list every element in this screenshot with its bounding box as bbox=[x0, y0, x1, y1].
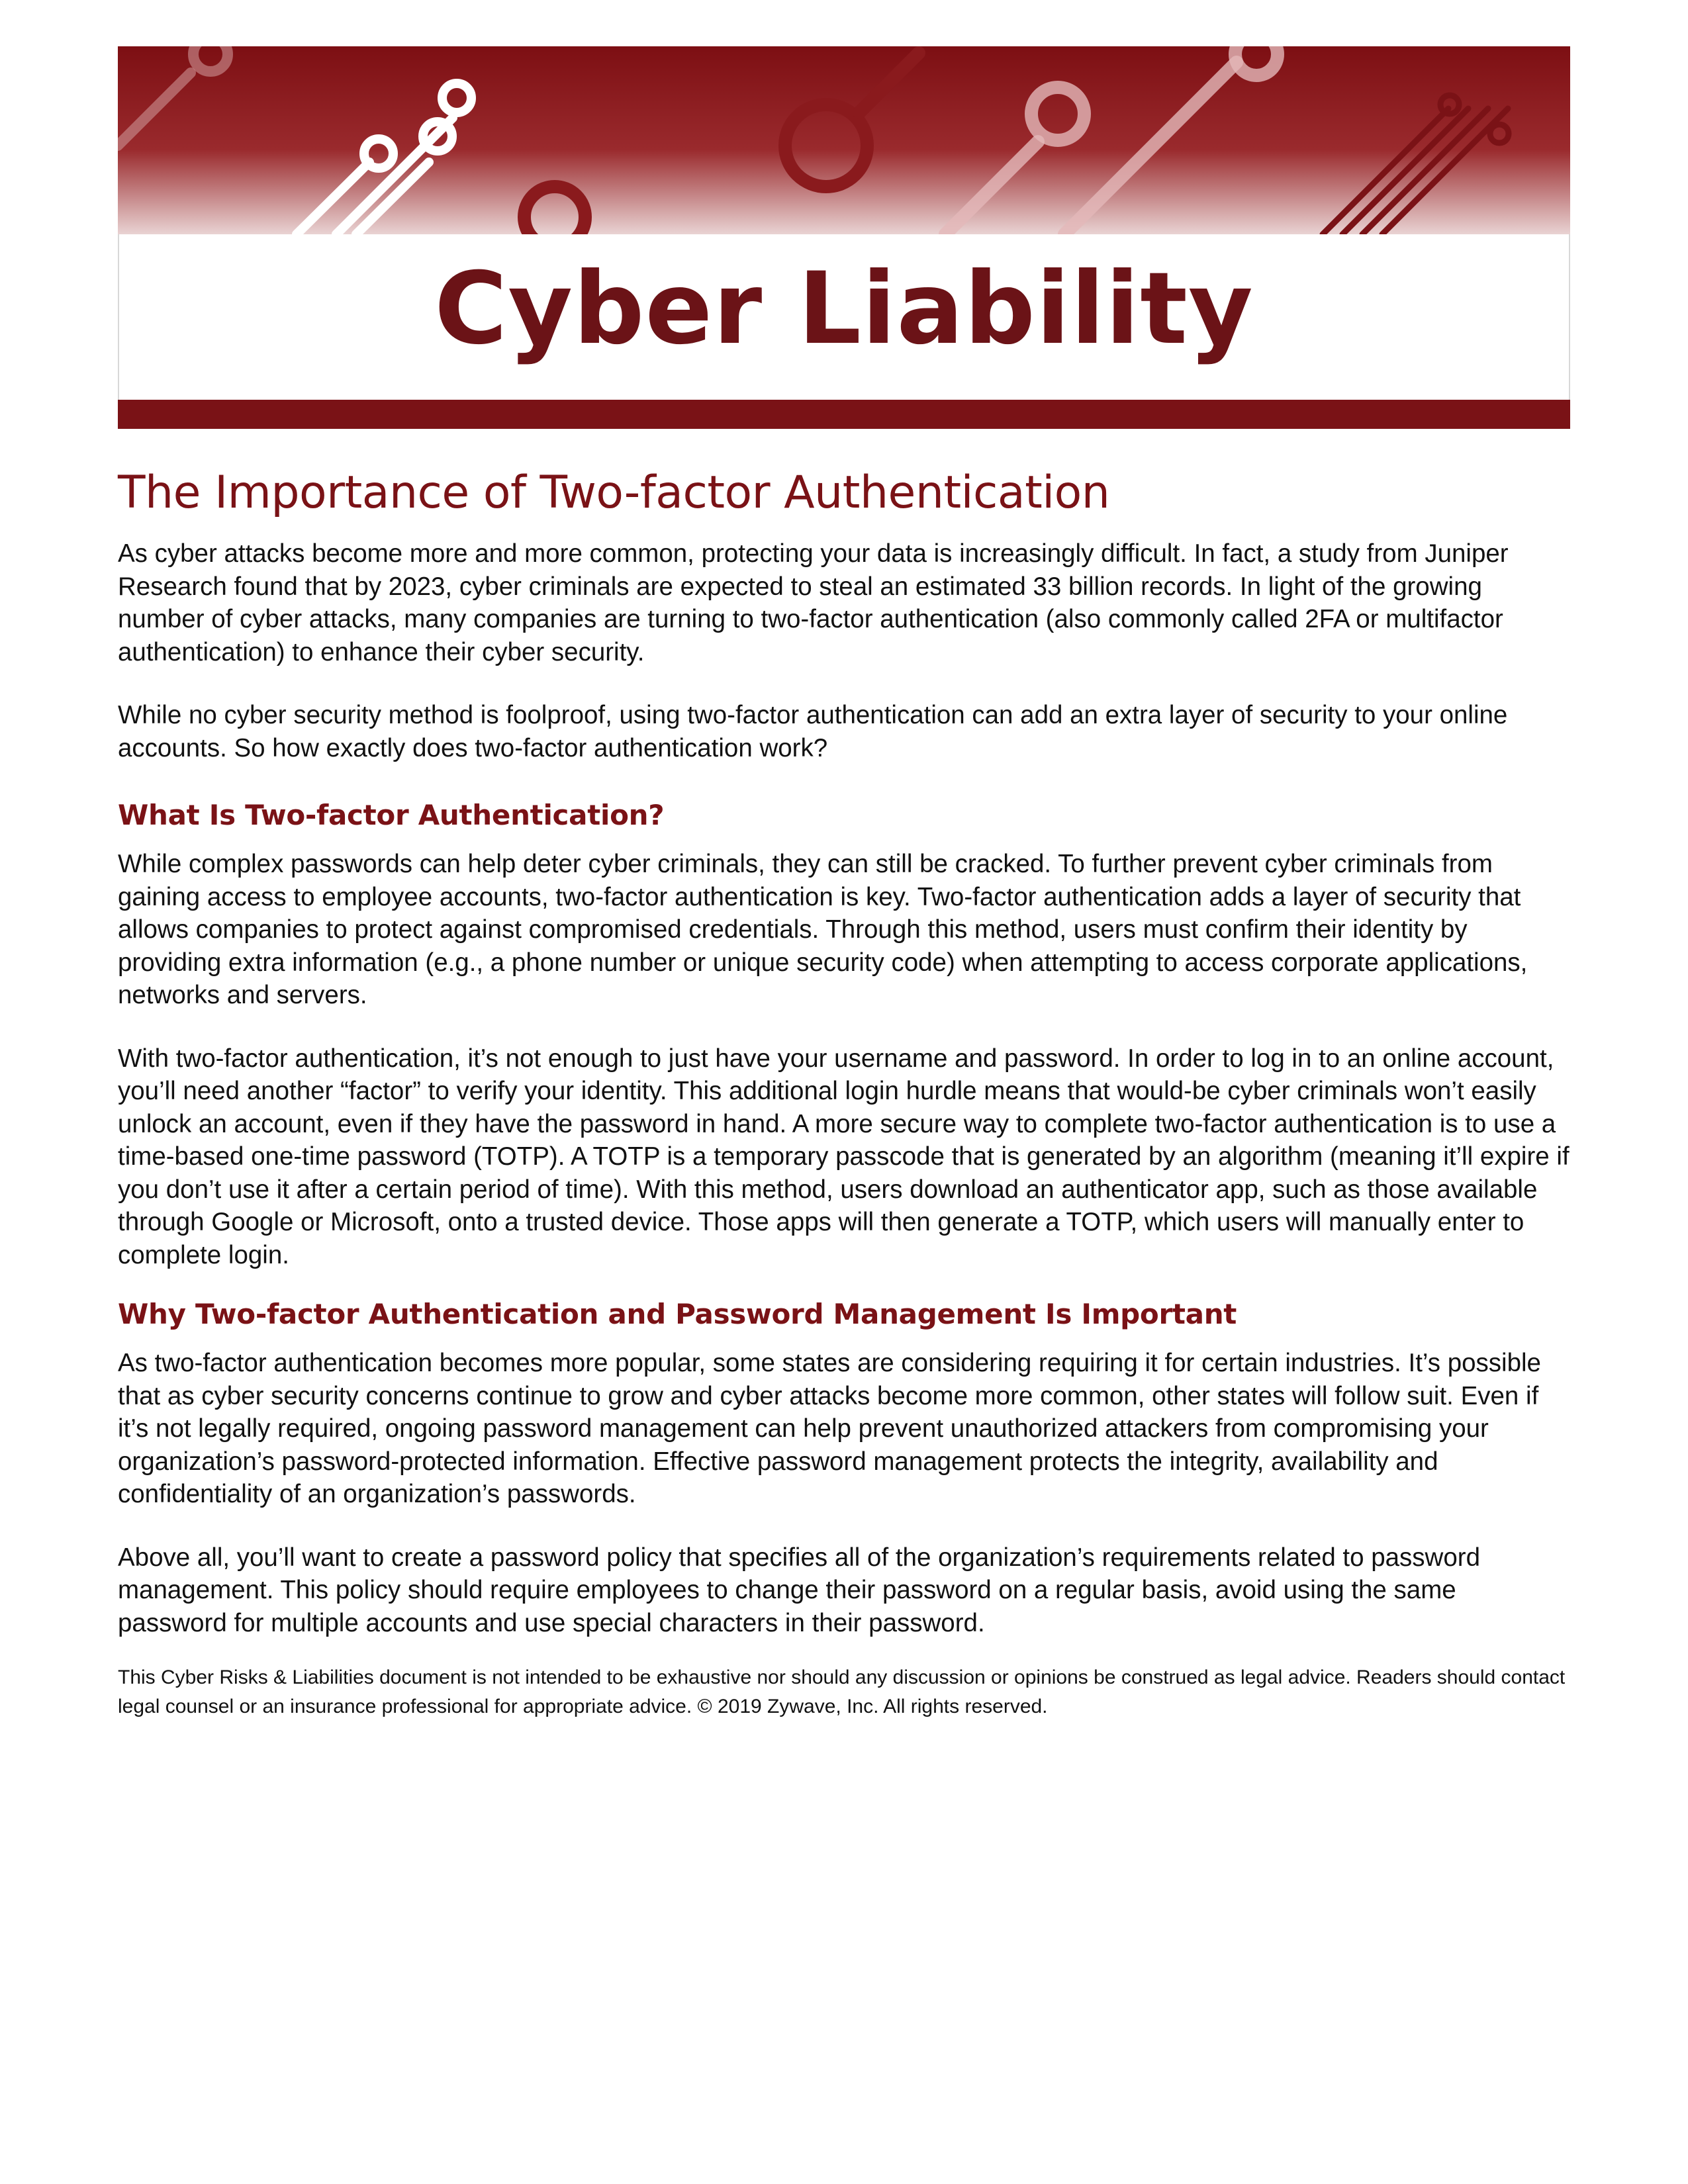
intro-paragraph: As cyber attacks become more and more common, protecting your data is increasingly difficult. In fact, a study from Juniper Research found that by 2023, cyber criminals are expected to steal an estimated 33 billion records. In light of the growing number of cyber attacks, many companies are turning to two-factor authentication (also commonly called 2FA or multifactor authentication) to enhance their cyber security. bbox=[118, 539, 1509, 666]
circuit-banner-graphic bbox=[118, 46, 1570, 234]
section-paragraph: Above all, you’ll want to create a password policy that specifies all of the organization’s requirements related to password management. This policy should require employees to change their password on a regular basis, avoid using the same password for multiple accounts and use special characters in their password. bbox=[118, 1543, 1481, 1637]
section-heading-what-is-2fa: What Is Two-factor Authentication? bbox=[118, 799, 665, 831]
intro-paragraph: While no cyber security method is foolproof, using two-factor authentication can add an extra layer of security to your online accounts. So how exactly does two-factor authentication work? bbox=[118, 701, 1508, 762]
header-banner bbox=[118, 46, 1570, 429]
section-heading-why-important: Why Two-factor Authentication and Password Management Is Important bbox=[118, 1298, 1237, 1330]
section-paragraph: With two-factor authentication, it’s not enough to just have your username and password. In order to log in to an online account, you’ll need another “factor” to verify your identity. This additional login hurdle means that would-be cyber criminals won’t easily unlock an account, even if they have the password in hand. A more secure way to complete two-factor authentication is to use a time-based one-time password (TOTP). A TOTP is a temporary passcode that is generated by an algorithm (meaning it’ll expire if you don’t use it after a certain period of time). With this method, users download an authenticator app, such as those available through Google or Microsoft, onto a trusted device. Those apps will then generate a TOTP, which users will manually enter to complete login. bbox=[118, 1044, 1570, 1269]
banner-title: Cyber Liability bbox=[434, 251, 1254, 367]
page-title: The Importance of Two-factor Authentication bbox=[118, 467, 1110, 519]
section-paragraph: While complex passwords can help deter cyber criminals, they can still be cracked. To further prevent cyber criminals from gaining access to employee accounts, two-factor authentication is key. Two-factor authentication adds a layer of security that allows companies to protect against compromised credentials. Through this method, users must confirm their identity by providing extra information (e.g., a phone number or unique security code) when attempting to access corporate applications, networks and servers. bbox=[118, 850, 1528, 1009]
article-content bbox=[118, 463, 1570, 1721]
banner-bottom-bar bbox=[118, 400, 1570, 429]
legal-disclaimer: This Cyber Risks & Liabilities document is not intended to be exhaustive nor should any discussion or opinions be construed as legal advice. Readers should contact legal counsel or an insurance professional for appropriate advice. © 2019 Zywave, Inc. All rights reserved. bbox=[118, 1666, 1566, 1717]
section-paragraph: As two-factor authentication becomes more popular, some states are considering requiring it for certain industries. It’s possible that as cyber security concerns continue to grow and cyber attacks become more common, other states will follow suit. Even if it’s not legally required, ongoing password management can help prevent unauthorized attackers from compromising your organization’s password-protected information. Effective password management protects the integrity, availability and confidentiality of an organization’s passwords. bbox=[118, 1349, 1541, 1508]
